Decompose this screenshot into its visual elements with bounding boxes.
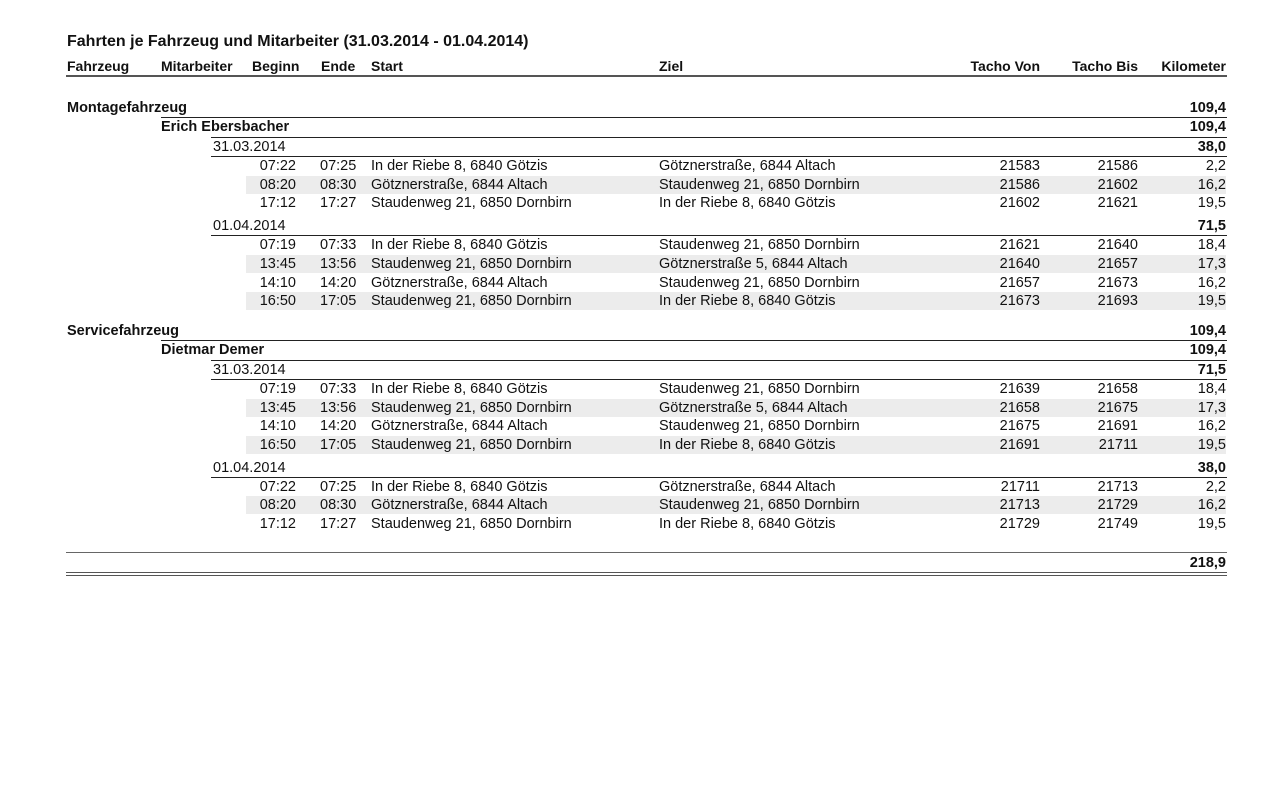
trip-beginn: 16:50 <box>259 293 296 310</box>
trip-kilometer: 19,5 <box>1197 195 1226 212</box>
day-date: 31.03.2014 <box>213 139 286 155</box>
trip-kilometer: 19,5 <box>1197 516 1226 533</box>
column-header-ziel: Ziel <box>659 58 684 74</box>
trip-kilometer: 2,2 <box>1205 478 1226 495</box>
trip-tacho-von: 21711 <box>1000 478 1040 495</box>
trip-start: Götznerstraße, 6844 Altach <box>371 497 548 514</box>
trip-ende: 13:56 <box>320 399 357 416</box>
trip-ziel: In der Riebe 8, 6840 Götzis <box>659 516 836 533</box>
trip-start: Götznerstraße, 6844 Altach <box>371 418 548 435</box>
trip-tacho-bis: 21711 <box>1098 437 1138 453</box>
day-total-km: 38,0 <box>1197 459 1226 476</box>
trip-kilometer: 2,2 <box>1205 158 1226 174</box>
trip-start: Staudenweg 21, 6850 Dornbirn <box>371 437 572 453</box>
trip-ziel: Staudenweg 21, 6850 Dornbirn <box>659 380 860 397</box>
trip-beginn: 17:12 <box>259 516 296 533</box>
trip-kilometer: 17,3 <box>1197 255 1226 272</box>
report-title: Fahrten je Fahrzeug und Mitarbeiter (31.03.2014 - 01.04.2014) <box>67 33 529 50</box>
employee-total-km: 109,4 <box>1189 119 1226 135</box>
trip-ende: 17:05 <box>320 293 357 310</box>
column-header-tacho-von: Tacho Von <box>970 58 1040 74</box>
trip-tacho-von: 21675 <box>999 418 1040 435</box>
trip-tacho-bis: 21749 <box>1097 516 1138 533</box>
trip-tacho-bis: 21640 <box>1097 237 1138 254</box>
column-header-mitarbeiter: Mitarbeiter <box>161 58 233 74</box>
trip-beginn: 07:22 <box>259 158 296 174</box>
trip-beginn: 13:45 <box>259 255 296 272</box>
trip-ende: 07:33 <box>320 237 357 254</box>
trip-tacho-bis: 21675 <box>1097 399 1138 416</box>
trip-kilometer: 16,2 <box>1197 497 1226 514</box>
trip-beginn: 17:12 <box>259 195 296 212</box>
trip-start: In der Riebe 8, 6840 Götzis <box>371 158 548 174</box>
trip-tacho-bis: 21657 <box>1097 255 1138 272</box>
employee-rule <box>211 137 1227 138</box>
trip-tacho-von: 21658 <box>999 399 1040 416</box>
trip-tacho-bis: 21586 <box>1097 158 1138 174</box>
trip-start: In der Riebe 8, 6840 Götzis <box>371 478 548 495</box>
trip-tacho-von: 21713 <box>999 497 1040 514</box>
trip-ende: 17:05 <box>320 437 357 453</box>
trip-kilometer: 18,4 <box>1197 237 1226 254</box>
day-total-km: 71,5 <box>1197 218 1226 235</box>
trip-ende: 14:20 <box>320 418 357 435</box>
column-header-tacho-bis: Tacho Bis <box>1072 58 1138 74</box>
trip-beginn: 16:50 <box>259 437 296 453</box>
trip-kilometer: 18,4 <box>1197 380 1226 397</box>
vehicle-total-km: 109,4 <box>1189 322 1226 339</box>
trip-start: Staudenweg 21, 6850 Dornbirn <box>371 516 572 533</box>
trip-beginn: 08:20 <box>259 176 296 193</box>
trip-ende: 08:30 <box>320 497 357 514</box>
trip-ende: 07:25 <box>320 158 357 174</box>
total-rule-bottom-2 <box>66 575 1227 576</box>
trip-ziel: Götznerstraße 5, 6844 Altach <box>659 255 848 272</box>
trip-ziel: Staudenweg 21, 6850 Dornbirn <box>659 418 860 435</box>
vehicle-rule <box>161 340 1227 341</box>
trip-start: In der Riebe 8, 6840 Götzis <box>371 380 548 397</box>
column-header-start: Start <box>371 58 403 74</box>
trip-beginn: 07:19 <box>259 380 296 397</box>
trip-ende: 08:30 <box>320 176 357 193</box>
vehicle-rule <box>161 117 1227 118</box>
trip-tacho-von: 21639 <box>999 380 1040 397</box>
trip-tacho-von: 21621 <box>999 237 1040 254</box>
employee-name: Erich Ebersbacher <box>161 119 290 135</box>
trip-tacho-von: 21729 <box>999 516 1040 533</box>
trip-tacho-von: 21583 <box>999 158 1040 174</box>
trip-start: Staudenweg 21, 6850 Dornbirn <box>371 195 572 212</box>
trip-tacho-bis: 21713 <box>1097 478 1138 495</box>
trip-tacho-bis: 21691 <box>1097 418 1138 435</box>
trip-ende: 13:56 <box>320 255 357 272</box>
grand-total: 218,9 <box>1189 555 1226 571</box>
day-date: 01.04.2014 <box>213 459 286 476</box>
trip-ziel: Staudenweg 21, 6850 Dornbirn <box>659 176 860 193</box>
vehicle-total-km: 109,4 <box>1189 100 1226 116</box>
trip-tacho-von: 21586 <box>999 176 1040 193</box>
trip-tacho-bis: 21602 <box>1097 176 1138 193</box>
day-date: 31.03.2014 <box>213 361 286 378</box>
trip-ziel: In der Riebe 8, 6840 Götzis <box>659 195 836 212</box>
trip-ende: 07:25 <box>320 478 357 495</box>
trip-start: Staudenweg 21, 6850 Dornbirn <box>371 399 572 416</box>
total-rule-top <box>66 552 1227 553</box>
employee-name: Dietmar Demer <box>161 341 265 358</box>
trip-tacho-von: 21640 <box>999 255 1040 272</box>
trip-kilometer: 16,2 <box>1197 274 1226 291</box>
trip-beginn: 07:19 <box>259 237 296 254</box>
day-date: 01.04.2014 <box>213 218 286 235</box>
trip-ziel: In der Riebe 8, 6840 Götzis <box>659 293 836 310</box>
trip-beginn: 13:45 <box>259 399 296 416</box>
vehicle-name: Montagefahrzeug <box>67 100 188 116</box>
trip-beginn: 14:10 <box>259 418 296 435</box>
day-total-km: 71,5 <box>1197 361 1226 378</box>
trip-kilometer: 16,2 <box>1197 418 1226 435</box>
trip-tacho-bis: 21621 <box>1097 195 1138 212</box>
trip-kilometer: 19,5 <box>1197 293 1226 310</box>
column-header-ende: Ende <box>321 58 356 74</box>
employee-total-km: 109,4 <box>1189 341 1226 358</box>
trip-tacho-bis: 21673 <box>1097 274 1138 291</box>
trip-kilometer: 19,5 <box>1197 437 1226 453</box>
trip-tacho-von: 21657 <box>999 274 1040 291</box>
trip-tacho-bis: 21658 <box>1097 380 1138 397</box>
trip-tacho-bis: 21729 <box>1097 497 1138 514</box>
trip-ziel: Götznerstraße 5, 6844 Altach <box>659 399 848 416</box>
trip-ziel: Götznerstraße, 6844 Altach <box>659 158 836 174</box>
trip-tacho-bis: 21693 <box>1097 293 1138 310</box>
trip-ende: 17:27 <box>320 516 357 533</box>
vehicle-name: Servicefahrzeug <box>67 322 180 339</box>
total-rule-bottom-1 <box>66 572 1227 573</box>
trip-ziel: Staudenweg 21, 6850 Dornbirn <box>659 497 860 514</box>
column-header-fahrzeug: Fahrzeug <box>67 58 130 74</box>
column-header-kilometer: Kilometer <box>1161 58 1226 74</box>
employee-rule <box>211 360 1227 361</box>
trip-kilometer: 17,3 <box>1197 399 1226 416</box>
trip-beginn: 07:22 <box>259 478 296 495</box>
trip-ende: 07:33 <box>320 380 357 397</box>
trip-ziel: Götznerstraße, 6844 Altach <box>659 478 836 495</box>
trip-ziel: Staudenweg 21, 6850 Dornbirn <box>659 274 860 291</box>
trip-start: Staudenweg 21, 6850 Dornbirn <box>371 255 572 272</box>
column-header-beginn: Beginn <box>252 58 300 74</box>
trip-kilometer: 16,2 <box>1197 176 1226 193</box>
trip-tacho-von: 21602 <box>999 195 1040 212</box>
trip-ende: 14:20 <box>320 274 357 291</box>
trip-ziel: Staudenweg 21, 6850 Dornbirn <box>659 237 860 254</box>
trip-beginn: 14:10 <box>259 274 296 291</box>
trip-start: Götznerstraße, 6844 Altach <box>371 176 548 193</box>
day-total-km: 38,0 <box>1197 139 1226 155</box>
trip-start: Götznerstraße, 6844 Altach <box>371 274 548 291</box>
trip-start: Staudenweg 21, 6850 Dornbirn <box>371 293 572 310</box>
header-rule <box>66 75 1227 77</box>
trip-ziel: In der Riebe 8, 6840 Götzis <box>659 437 836 453</box>
trip-beginn: 08:20 <box>259 497 296 514</box>
trip-tacho-von: 21673 <box>999 293 1040 310</box>
trip-tacho-von: 21691 <box>999 437 1040 453</box>
trip-ende: 17:27 <box>320 195 357 212</box>
trip-start: In der Riebe 8, 6840 Götzis <box>371 237 548 254</box>
